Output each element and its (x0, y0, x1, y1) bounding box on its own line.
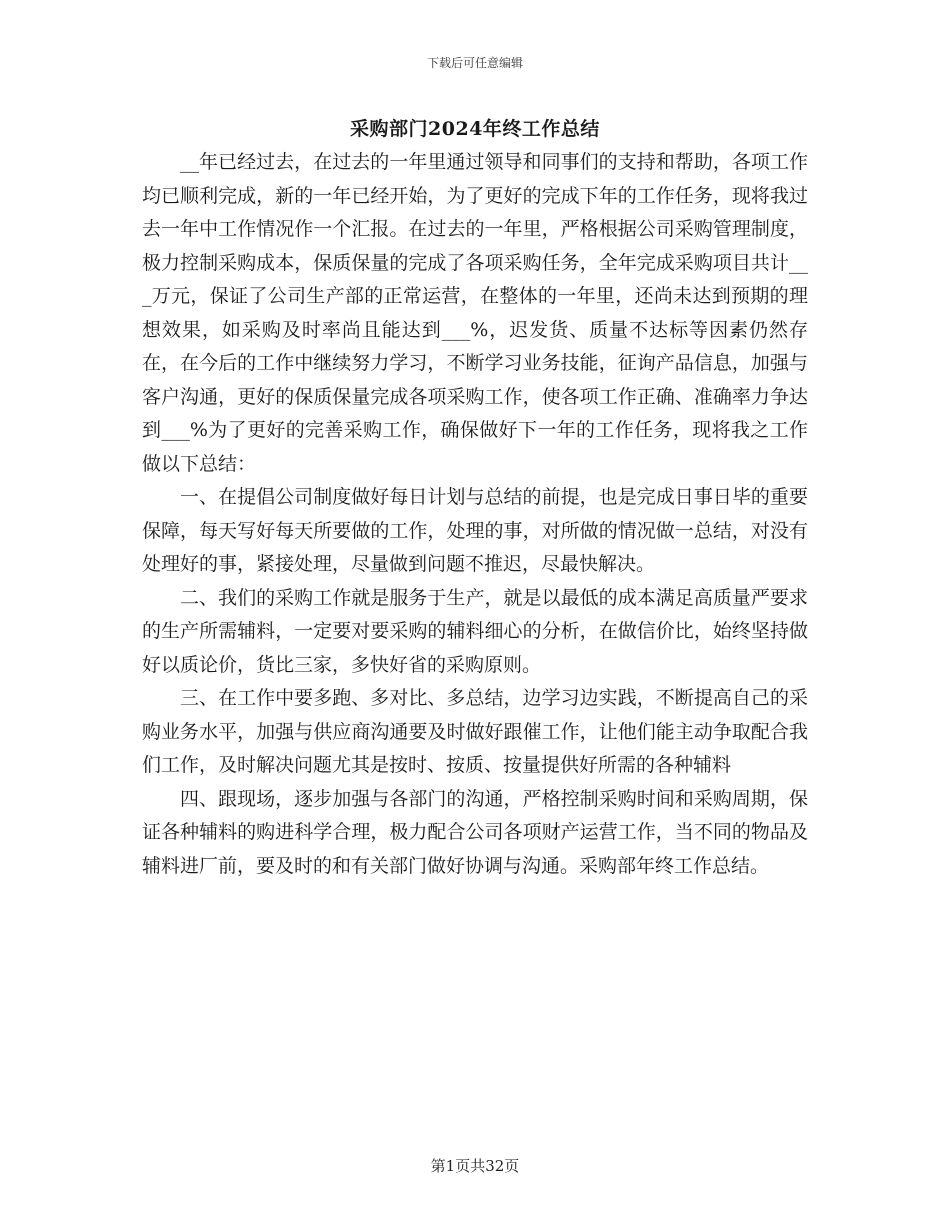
paragraph-item-2: 二、我们的采购工作就是服务于生产，就是以最低的成本满足高质量严要求的生产所需辅料，一定要对要采购的辅料细心的分析，在做信价比，始终坚持做好以质论价，货比三家，多快好省的采购原则。 (142, 586, 808, 676)
paragraph-item-4: 四、跟现场，逐步加强与各部门的沟通，严格控制采购时间和采购周期，保证各种辅料的购进科学合理，极力配合公司各项财产运营工作，当不同的物品及辅料进厂前，要及时的和有关部门做好协调与沟通。采购部年终工作总结。 (142, 787, 808, 877)
document-body (142, 146, 808, 883)
paragraph-intro: __年已经过去，在过去的一年里通过领导和同事们的支持和帮助，各项工作均已顺利完成，新的一年已经开始，为了更好的完成下年的工作任务，现将我过去一年中工作情况作一个汇报。在过去的一年里，严格根据公司采购管理制度，极力控制采购成本，保质保量的完成了各项采购任务，全年完成采购项目共计___万元，保证了公司生产部的正常运营，在整体的一年里，还尚未达到预期的理想效果，如采购及时率尚且能达到___%，迟发货、质量不达标等因素仍然存在，在今后的工作中继续努力学习，不断学习业务技能，征询产品信息，加强与客户沟通，更好的保质保量完成各项采购工作，使各项工作正确、准确率力争达到___%为了更好的完善采购工作，确保做好下一年的工作任务，现将我之工作做以下总结： (142, 151, 808, 475)
paragraph-item-3: 三、在工作中要多跑、多对比、多总结，边学习边实践，不断提高自己的采购业务水平，加强与供应商沟通要及时做好跟催工作，让他们能主动争取配合我们工作，及时解决问题尤其是按时、按质、按量提供好所需的各种辅料 (142, 687, 808, 776)
page-number: 第1页共32页 (430, 1157, 520, 1175)
document-title: 采购部门2024年终工作总结 (350, 118, 600, 140)
paragraph-item-1: 一、在提倡公司制度做好每日计划与总结的前提，也是完成日事日毕的重要保障，每天写好每天所要做的工作，处理的事，对所做的情况做一总结，对没有处理好的事，紧接处理，尽量做到问题不推迟，尽最快解决。 (142, 486, 808, 575)
header-note: 下载后可任意编辑 (426, 56, 523, 70)
